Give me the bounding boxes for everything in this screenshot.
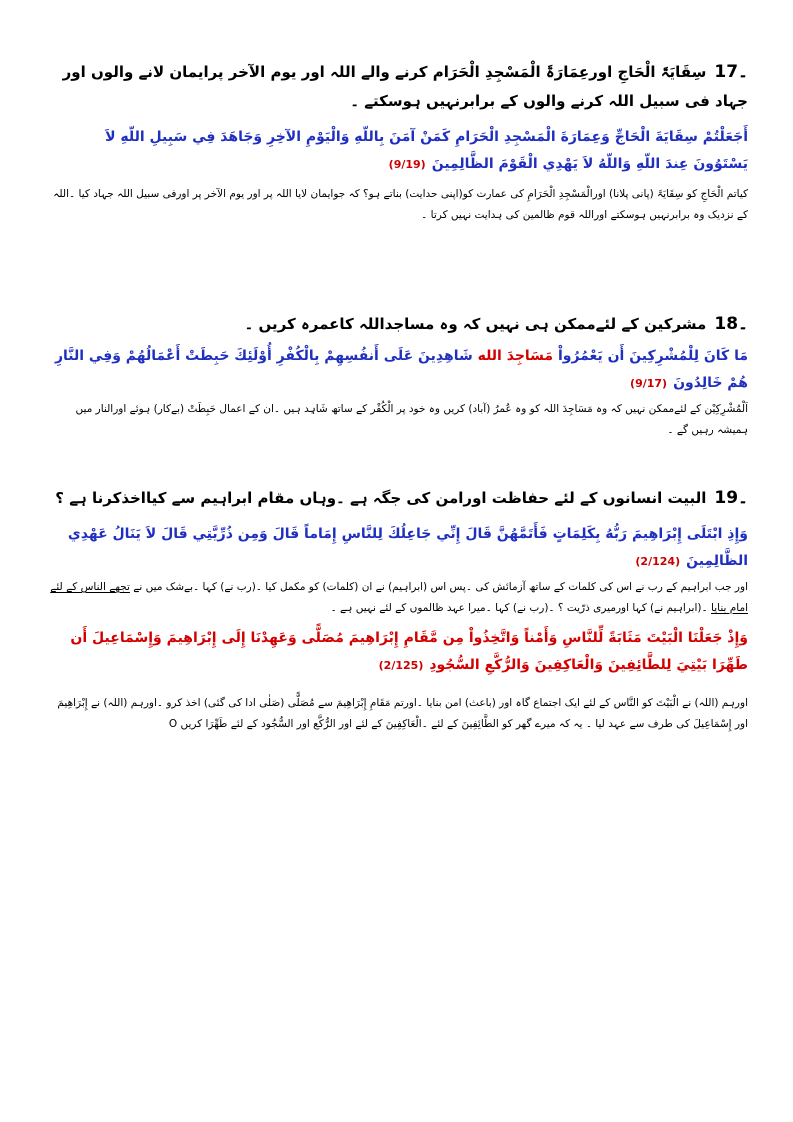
section-19-translation-1-part-b: ۔(ابراہیم نے) کہا اورمیری ذرّیت ؟ ۔(رب نے) کہا ۔میرا عہد ظالموں کے لئے نہیں ہے ۔ [330, 602, 708, 614]
section-19-translation-2 [48, 693, 748, 735]
section-18-verse-part-a: مَا كَانَ لِلْمُشْرِكِينَ أَن يَعْمُرُواْ [557, 348, 748, 364]
section-18-title [48, 310, 748, 339]
section-17-title-text: سِقَایَۃَ الْحَاجِ اورعِمَارَۃَ الْمَسْجِدِ الْحَرَام کرنے والے اللہ اور یوم الآخر پرایمان لانے والوں اور جہاد فی سبیل اللہ کرنے والوں کے برابرنہیں ہوسکتے ۔ [62, 63, 748, 110]
section-18-translation: اَلْمُشْرِکِیْن کے لئےممکن نہیں کہ وہ مَسَاجِدَ اللہ کو وہ عُمرُ (آباد) کریں وہ خود پر الْکُفْر کے ساتھ شَاہِد ہیں ۔ان کے اعمال حَبِطَتْ (بےکار) ہوئے اورالنار میں ہمیشہ رہیں گے ۔ [75, 403, 748, 436]
section-19-translation-2-text: اورہم (اللہ) نے الْبَيْتَ کو النَّاس کے لئے ایک اجتماع گاہ اور (باعث) امن بنایا ۔اورتم مَقَامِ إِبْرَاهِيمَ سے مُصَلًّى (صَلٰی ادا کی گئی) اخذ کرو ۔اورہم (اللہ) نے إِبْرَاهِيمَ اور إِسْمَاعِيلَ کی طرف سے عہد لیا ۔ یہ کہ میرے گھر کو الطَّائِفِينَ کے لئے ۔الْعَاكِفِينَ کے لئے اور الرُّكَّع اور السُّجُود کے لئے طَهِّرَا کریں [57, 697, 748, 730]
section-18 [48, 310, 748, 441]
section-19-verse-2 [48, 625, 748, 679]
section-18-ref: (9/17) [630, 377, 668, 390]
section-19-verse-1-text: وَإِذِ ابْتَلَى إِبْرَاهِيمَ رَبُّهُ بِكَلِمَاتٍ فَأَتَمَّهُنَّ قَالَ إِنِّي جَاعِلُكَ لِلنَّاسِ إِمَاماً قَالَ وَمِن ذُرِّيَّتِي قَالَ لاَ يَنَالُ عَهْدِي الظَّالِمِينَ [67, 526, 748, 569]
section-19-translation-1-part-a: اور جب ابراہیم کے رب نے اس کی کلمات کے ساتھ آزمائش کی ۔پس اس (ابراہیم) نے ان (کلمات) کو مکمل کیا ۔(رب نے) کہا ۔بےشک میں نے [133, 581, 748, 593]
section-19 [48, 484, 748, 735]
section-17-verse-text: أَجَعَلْتُمْ سِقَايَةَ الْحَاجِّ وَعِمَارَةَ الْمَسْجِدِ الْحَرَامِ كَمَنْ آمَنَ بِاللّهِ وَالْيَوْمِ الآخِرِ وَجَاهَدَ فِي سَبِيلِ اللّهِ لاَ يَسْتَوُونَ عِندَ اللّهِ وَاللّهُ لاَ يَهْدِي الْقَوْمَ الظَّالِمِينَ [105, 129, 748, 172]
section-19-title [48, 484, 748, 513]
section-17-verse [48, 124, 748, 178]
section-19-ref-2: (2/125) [378, 659, 424, 672]
section-18-verse-part-b: مَسَاجِدَ الله [477, 348, 554, 364]
section-17-translation: کیاتم الْحَاجِ کو سِقَایَۃَ (پانی پلانا) اورالْمَسْجِدِ الْحَرَامِ کی عمارت کو(اپنی حدایت) بناتے ہو؟ کہ جوایمان لایا اللہ پر اور یوم الآخر پر اورفی سبیل اللہ جہاد کیا ۔اللہ کے نزدیک وہ برابرنہیں ہوسکتے اوراللہ قوم ظالمین کی ہدایت نہیں کرتا ۔ [53, 188, 748, 221]
section-19-translation-1-underlined: تجھے الناس کے لئے امام بنایا [50, 581, 748, 614]
section-19-title-text: البیت انسانوں کے لئے حفاظت اورامن کی جگہ ہے ۔وہاں مقام ابراہیم سے کیااخذکرنا ہے ؟ [55, 489, 707, 507]
section-18-title-text: مشرکین کے لئےممکن ہی نہیں کہ وہ مساجداللہ کاعمرہ کریں ۔ [244, 315, 707, 333]
section-19-verse-1 [48, 521, 748, 575]
section-18-verse [48, 343, 748, 397]
section-17-ref: (9/19) [388, 158, 426, 171]
section-19-translation-1 [48, 577, 748, 619]
section-19-number: 19۔ [714, 488, 748, 508]
section-18-number: 18۔ [714, 314, 748, 334]
section-17-title [48, 58, 748, 116]
section-19-ref-1: (2/124) [635, 555, 681, 568]
end-of-verse-mark: O [168, 718, 178, 730]
section-18-verse-part-c: شَاهِدِينَ عَلَى أَنفُسِهِمْ بِالْكُفْرِ أُوْلَئِكَ حَبِطَتْ أَعْمَالُهُمْ وَفِي النَّارِ هُمْ خَالِدُونَ [54, 348, 748, 391]
section-19-verse-2-text: وَإِذْ جَعَلْنَا الْبَيْتَ مَثَابَةً لِّلنَّاسِ وَأَمْناً وَاتَّخِذُواْ مِن مَّقَامِ إِبْرَاهِيمَ مُصَلًّى وَعَهِدْنَا إِلَى إِبْرَاهِيمَ وَإِسْمَاعِيلَ أَن طَهِّرَا بَيْتِيَ لِلطَّائِفِينَ وَالْعَاكِفِينَ وَالرُّكَّعِ السُّجُودِ [70, 630, 748, 673]
section-17 [48, 58, 748, 226]
section-17-number: 17۔ [714, 62, 748, 82]
